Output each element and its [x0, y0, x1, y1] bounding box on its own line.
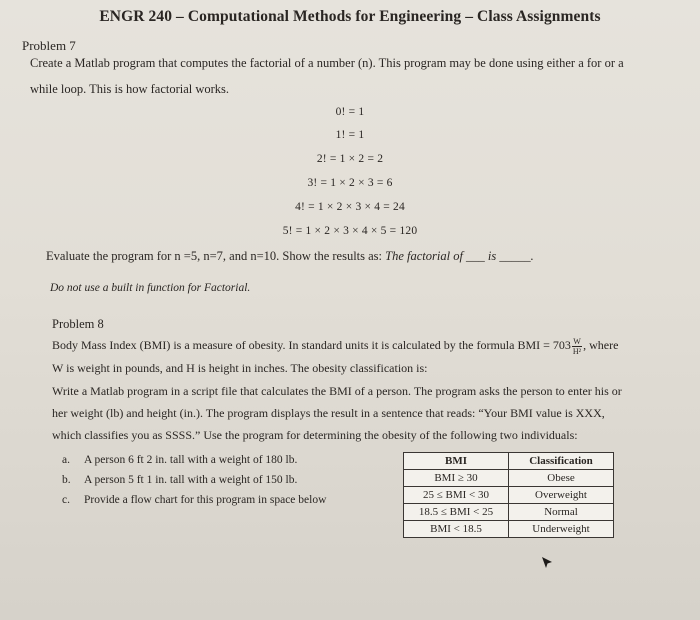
table-header-bmi: BMI: [404, 453, 509, 470]
list-item: [62, 490, 326, 510]
table-cell: BMI ≥ 30: [404, 470, 509, 487]
problem-8-line-3: Write a Matlab program in a script file that calculates the BMI of a person. The program asks the person to enter his or: [52, 384, 622, 398]
problem-8-line-4: her weight (lb) and height (in.). The program displays the result in a sentence that reads: “Your BMI value is XXX,: [52, 406, 605, 420]
table-row: [404, 521, 614, 538]
bmi-formula-fraction: [572, 337, 582, 356]
table-row: [404, 487, 614, 504]
list-item: [62, 470, 326, 490]
bmi-classification-table: [403, 452, 614, 538]
table-header-classification: Classification: [509, 453, 614, 470]
factorial-line: 0! = 1: [335, 106, 365, 118]
table-cell: Overweight: [509, 487, 614, 504]
problem-7-intro-line-1: Create a Matlab program that computes the factorial of a number (n). This program may be done using either a for or a: [30, 56, 624, 70]
table-header-row: [404, 453, 614, 470]
factorial-line: 3! = 1 × 2 × 3 = 6: [307, 177, 393, 189]
factorial-line: 2! = 1 × 2 = 2: [316, 153, 384, 165]
problem-8-line-5: which classifies you as SSSS.” Use the program for determining the obesity of the following two individuals:: [52, 428, 578, 442]
table-cell: BMI < 18.5: [404, 521, 509, 538]
list-item-text: A person 6 ft 2 in. tall with a weight of 180 lb.: [84, 454, 298, 466]
problem-7-intro-line-2: while loop. This is how factorial works.: [30, 82, 230, 96]
problem-8-line-1: [52, 335, 618, 357]
table-cell: 25 ≤ BMI < 30: [404, 487, 509, 504]
mouse-pointer-icon: [540, 556, 554, 570]
bmi-formula-suffix: , where: [583, 338, 619, 352]
list-marker: c.: [62, 494, 70, 506]
table-cell: Underweight: [509, 521, 614, 538]
formula-numerator: W: [573, 336, 581, 346]
table-cell: 18.5 ≤ BMI < 25: [404, 504, 509, 521]
list-marker: b.: [62, 474, 71, 486]
factorial-line: 5! = 1 × 2 × 3 × 4 × 5 = 120: [282, 225, 418, 237]
list-item-text: Provide a flow chart for this program in space below: [84, 494, 327, 506]
factorial-line: 1! = 1: [335, 129, 365, 141]
factorial-note: Do not use a built in function for Factorial.: [50, 282, 251, 294]
table-cell: Obese: [509, 470, 614, 487]
table-cell: Normal: [509, 504, 614, 521]
evaluate-text: Evaluate the program for n =5, n=7, and n=10. Show the results as:: [46, 249, 386, 263]
bmi-formula-text: Body Mass Index (BMI) is a measure of obesity. In standard units it is calculated by the formula BMI = 703: [52, 338, 571, 352]
evaluate-format: The factorial of ___ is _____.: [385, 249, 534, 263]
table-row: [404, 504, 614, 521]
table-row: [404, 470, 614, 487]
problem-7-title: Problem 7: [22, 38, 76, 53]
page-header: ENGR 240 – Computational Methods for Engineering – Class Assignments: [99, 8, 601, 25]
evaluate-instruction: [46, 246, 686, 266]
problem-8-line-2: W is weight in pounds, and H is height in inches. The obesity classification is:: [52, 361, 428, 375]
list-item-text: A person 5 ft 1 in. tall with a weight of 150 lb.: [84, 474, 298, 486]
list-marker: a.: [62, 454, 70, 466]
formula-denominator: H²: [572, 346, 582, 356]
factorial-line: 4! = 1 × 2 × 3 × 4 = 24: [295, 201, 405, 213]
problem-8-title: Problem 8: [52, 317, 104, 331]
individuals-list: [62, 450, 326, 510]
list-item: [62, 450, 326, 470]
